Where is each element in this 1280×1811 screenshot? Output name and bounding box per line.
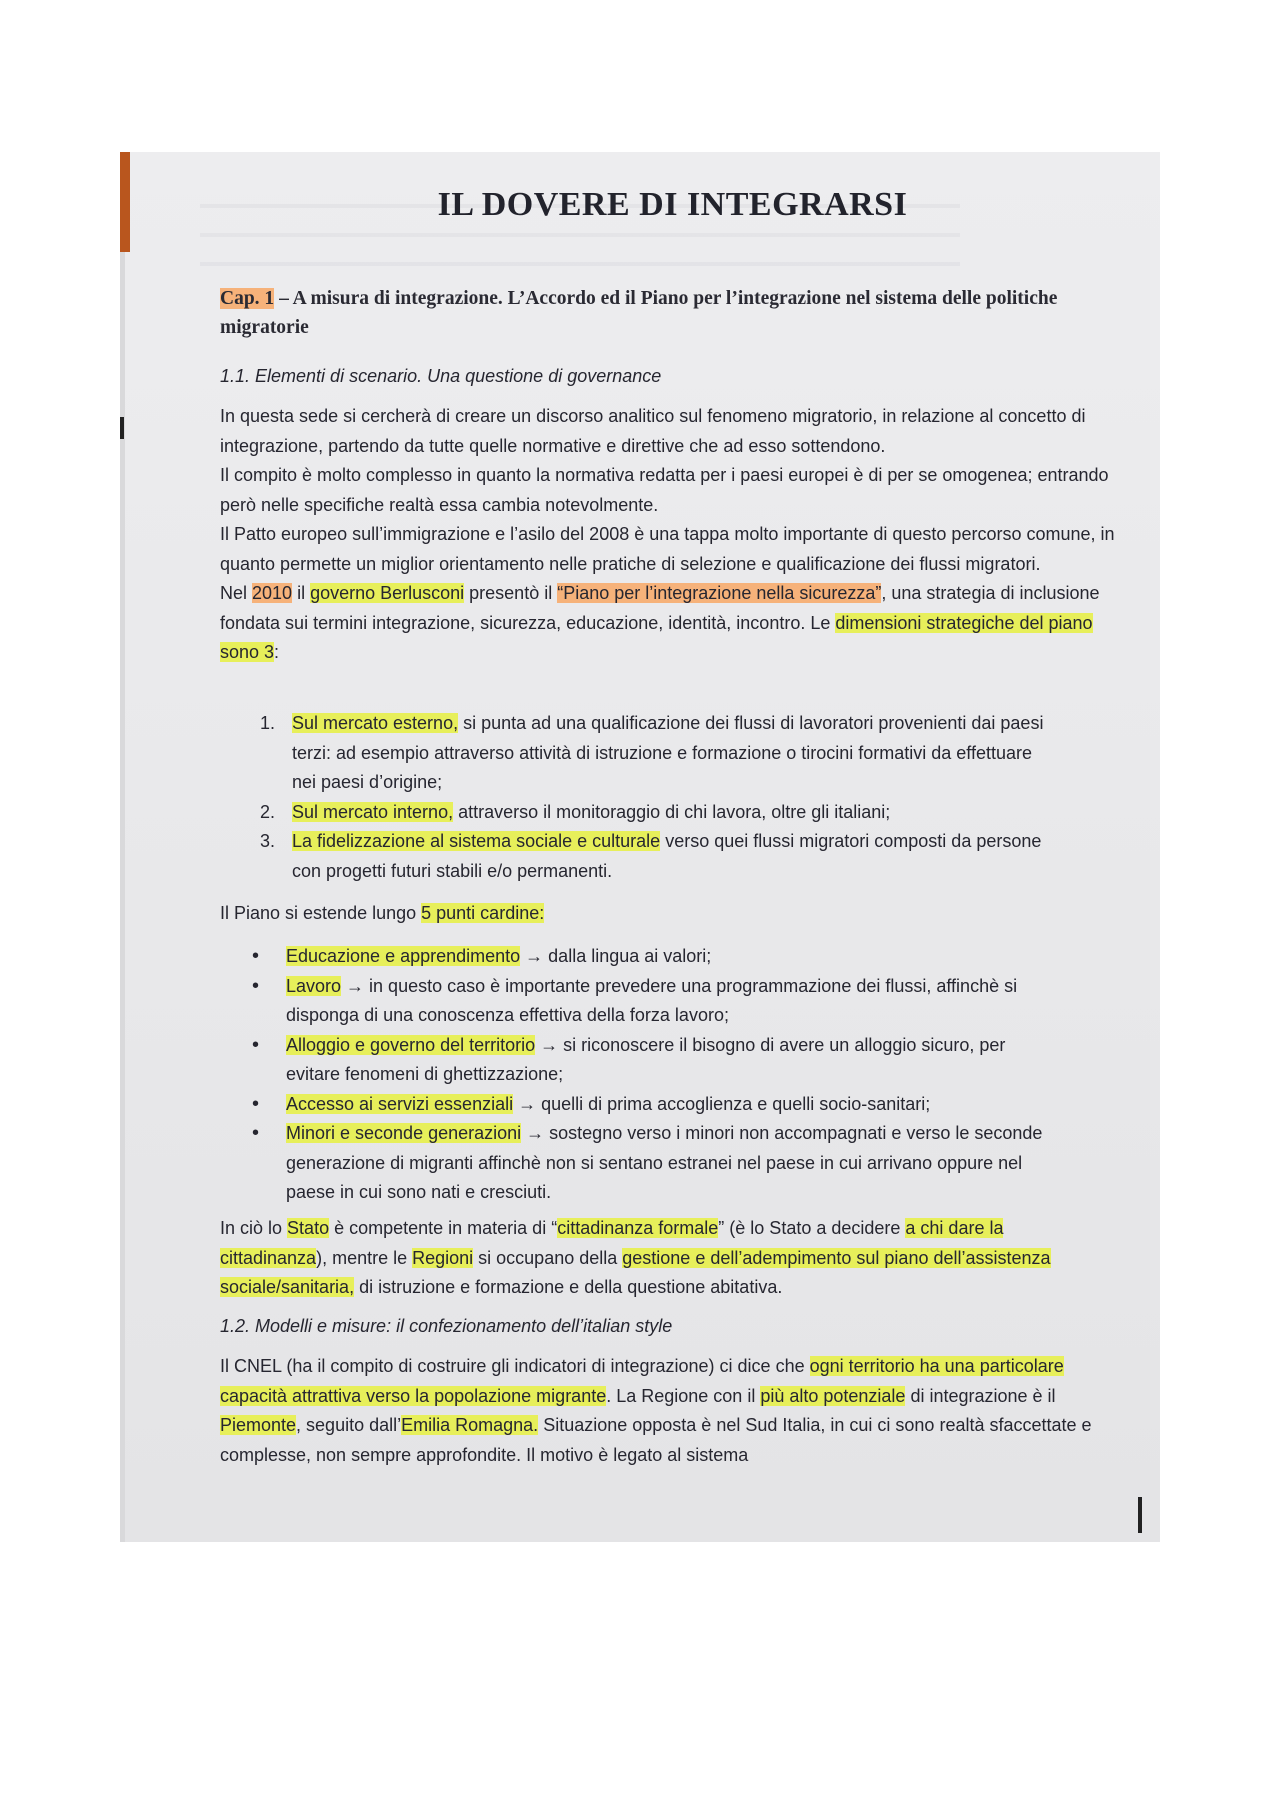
highlight-year: 2010 (252, 583, 293, 603)
list-item (220, 1031, 1050, 1090)
p4-text-d: , una strategia di inclusione fondata sui termini integrazione, sicurezza, educazione, identità, incontro. Le (220, 583, 1100, 633)
p6-text-a: In ciò lo (220, 1218, 288, 1238)
paragraph-cnel (220, 1352, 1115, 1470)
page-edge-shadow (120, 252, 125, 1542)
list-number: 3. (260, 831, 276, 851)
list-item-highlight: Educazione e apprendimento (286, 946, 521, 966)
p4-text-e: : (274, 642, 280, 662)
paragraph-patto-text: Il Patto europeo sull’immigrazione e l’asilo del 2008 è una tappa molto importante di questo percorso comune, in quanto permette un miglior orientamento nelle pratiche di selezione e qualificazione dei flussi migratori. (220, 524, 1115, 574)
p6-text-e: si occupano della (473, 1247, 623, 1268)
highlight-dimensioni: dimensioni strategiche del piano sono 3 (220, 612, 1093, 662)
list-item (220, 972, 1050, 1031)
p4-text-b: il (292, 583, 311, 603)
highlight-punti-cardine: 5 punti cardine: (421, 903, 545, 923)
page-edge-mark (120, 417, 124, 439)
highlight-cittadinanza: cittadinanza formale (557, 1218, 719, 1238)
highlight-regioni: Regioni (412, 1247, 474, 1268)
highlight-emilia-romagna: Emilia Romagna. (401, 1415, 539, 1435)
list-item-text: → sostegno verso i minori non accompagnati e verso le seconde generazione di migranti affinchè non si sentano estranei nel paese in cui arrivano oppure nel paese in cui sono nati e cresciuti. (286, 1123, 1043, 1202)
highlight-piemonte: Piemonte (220, 1415, 297, 1435)
highlight-chi-dare: a chi dare la cittadinanza (220, 1218, 1004, 1268)
paragraph-complexity-text: Il compito è molto complesso in quanto la normativa redatta per i paesi europei è di per se omogenea; entrando però nelle specifiche realtà essa cambia notevolmente. (220, 465, 1109, 515)
list-item-text: verso quei flussi migratori composti da persone con progetti futuri stabili e/o permanenti. (292, 831, 1042, 881)
list-item-highlight: Sul mercato interno, (292, 801, 454, 822)
list-item-text: attraverso il monitoraggio di chi lavora, oltre gli italiani; (453, 801, 891, 822)
list-item (220, 827, 1050, 886)
section-heading-1-1: 1.1. Elementi di scenario. Una questione di governance (220, 366, 662, 386)
list-item (220, 1090, 1050, 1120)
p4-text-a: Nel (220, 583, 253, 603)
numbered-list-dimensions (220, 709, 1050, 886)
margin-pen-mark (1138, 1497, 1142, 1533)
p6-text-c: ” (è lo Stato a decidere (718, 1218, 906, 1238)
list-item-highlight: Alloggio e governo del territorio (286, 1034, 536, 1055)
paragraph-intro (220, 402, 1115, 668)
p6-text-b: è competente in materia di “ (329, 1218, 558, 1238)
bullet-icon: • (252, 1033, 260, 1056)
highlight-gestione: gestione e dell’adempimento sul piano dell’assistenza sociale/sanitaria, (220, 1247, 1051, 1297)
list-item (220, 942, 1050, 972)
list-item-text: → quelli di prima accoglienza e quelli socio-sanitari; (513, 1093, 931, 1114)
paragraph-intro-text: In questa sede si cercherà di creare un discorso analitico sul fenomeno migratorio, in relazione al concetto di integrazione, partendo da tutte quelle normative e direttive che ad esso sottendono. (220, 406, 1086, 456)
list-item-text: → dalla lingua ai valori; (520, 946, 712, 966)
page-edge-binder (120, 152, 130, 252)
list-item-highlight: La fidelizzazione al sistema sociale e culturale (292, 831, 661, 851)
list-item-highlight: Lavoro (286, 975, 342, 996)
bullet-list-cardine (220, 942, 1050, 1208)
p7-text-a: Il CNEL (ha il compito di costruire gli indicatori di integrazione) ci dice che (220, 1356, 810, 1376)
list-item-text: → in questo caso è importante prevedere una programmazione dei flussi, affinchè si disponga di una conoscenza effettiva della forza lavoro; (286, 975, 1018, 1025)
bullet-icon: • (252, 974, 260, 997)
list-item-text: si punta ad una qualificazione dei flussi di lavoratori provenienti dai paesi terzi: ad esempio attraverso attività di istruzione e formazione o tirocini formativi da effettuare nei paesi d’origine; (292, 713, 1044, 792)
list-item (220, 1119, 1050, 1208)
document-title: IL DOVERE DI INTEGRARSI (437, 186, 908, 223)
list-item (220, 709, 1050, 798)
p4-text-c: presentò il (464, 583, 558, 603)
section-heading-1-2: 1.2. Modelli e misure: il confezionamento dell’italian style (220, 1316, 673, 1336)
list-item-text: → si riconoscere il bisogno di avere un alloggio sicuro, per evitare fenomeni di ghettizzazione; (286, 1034, 1006, 1084)
paragraph-cardine (220, 899, 1115, 929)
highlight-alto-potenziale: più alto potenziale (760, 1385, 906, 1406)
p5-text: Il Piano si estende lungo (220, 903, 422, 923)
p6-text-d: ), mentre le (316, 1247, 413, 1268)
p7-text-e: Situazione opposta è nel Sud Italia, in cui ci sono realtà sfaccettate e complesse, non sempre approfondite. Il motivo è legato al sistema (220, 1415, 1092, 1465)
list-number: 1. (260, 713, 276, 733)
bullet-icon: • (252, 945, 260, 967)
p7-text-b: . La Regione con il (606, 1385, 761, 1406)
highlight-governo: governo Berlusconi (310, 583, 465, 603)
document-photo (120, 152, 1160, 1542)
chapter-label: Cap. 1 (220, 288, 275, 309)
paragraph-stato-regioni (220, 1214, 1115, 1303)
highlight-piano: “Piano per l’integrazione nella sicurezza” (557, 583, 882, 603)
bullet-icon: • (252, 1092, 260, 1115)
highlight-stato: Stato (287, 1218, 330, 1238)
list-item (220, 798, 1050, 828)
list-number: 2. (260, 801, 276, 822)
list-item-highlight: Minori e seconde generazioni (286, 1123, 522, 1143)
chapter-heading (220, 284, 1110, 342)
p7-text-c: di integrazione è il (905, 1385, 1056, 1406)
chapter-title: – A misura di integrazione. L’Accordo ed il Piano per l’integrazione nel sistema delle politiche migratorie (220, 288, 1058, 338)
highlight-ogni-territorio: ogni territorio ha una particolare capacità attrattiva verso la popolazione migrante (220, 1356, 1064, 1406)
p6-text-f: di istruzione e formazione e della questione abitativa. (354, 1277, 783, 1297)
p7-text-d: , seguito dall’ (296, 1415, 402, 1435)
bullet-icon: • (252, 1122, 260, 1144)
list-item-highlight: Accesso ai servizi essenziali (286, 1093, 514, 1114)
list-item-highlight: Sul mercato esterno, (292, 713, 459, 733)
